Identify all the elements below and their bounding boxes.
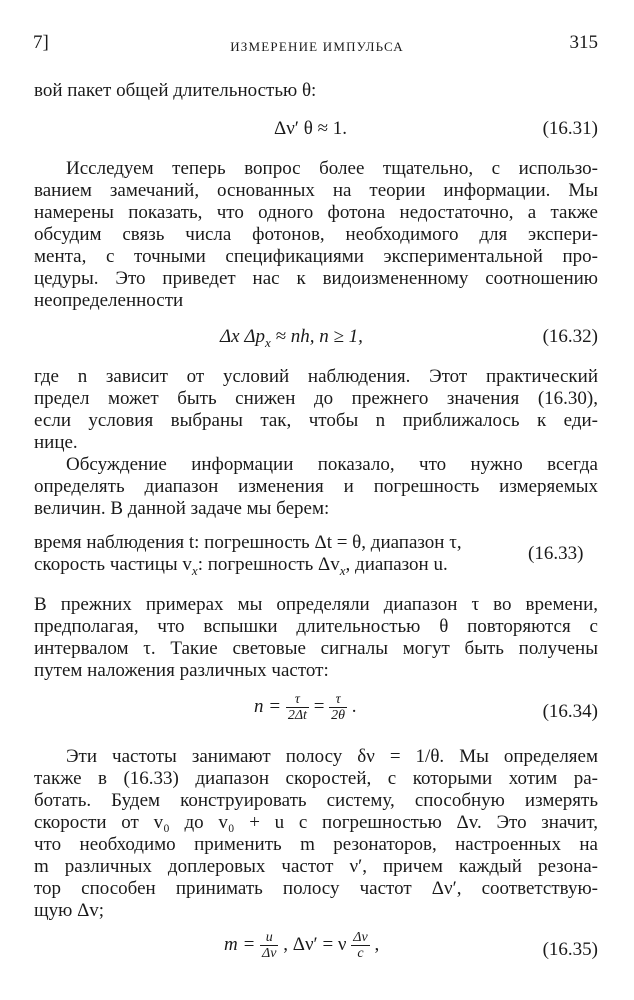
text-line: неопределенности: [34, 290, 184, 311]
equation-16-35: [0, 930, 634, 974]
text-line: Обсуждение информации показало, что нужно всегда: [66, 454, 598, 475]
equation-line-1: время наблюдения t: погрешность Δt = θ, диапазон τ,: [34, 532, 462, 553]
fraction: $\frac{\tau}{2\Delta t}$: [287, 692, 307, 723]
equation-text: : погрешность Δv: [197, 554, 340, 575]
text-line: щую Δv;: [34, 900, 105, 921]
equals-sign: =: [308, 695, 330, 717]
equation-16-34: [0, 692, 634, 732]
equation-text: скорость частицы v: [34, 554, 192, 575]
text-line: определять диапазон изменения и погрешность измеряемых: [34, 476, 598, 497]
text-line: Эти частоты занимают полосу δν = 1/θ. Мы определяем: [66, 746, 598, 767]
chapter-number: 7]: [33, 32, 49, 53]
equation-text: , диапазон u.: [345, 554, 448, 575]
text-line: также в (16.33) диапазон скоростей, с которыми хотим ра-: [34, 768, 598, 789]
equation-body: Δν′ θ ≈ 1.: [274, 118, 347, 139]
text-line: если условия выбраны так, чтобы n приближалось к еди-: [34, 410, 598, 431]
equation-number: (16.34): [542, 701, 598, 722]
text-line: ванием замечаний, основанных на теории информации. Мы: [34, 180, 598, 201]
text-line: предел может быть снижен до прежнего значения (16.30),: [34, 388, 598, 409]
equation-lhs: Δx Δp: [220, 326, 265, 347]
fraction: $\frac{\Delta v}{c}$: [353, 930, 368, 961]
fraction: $\frac{u}{\Delta v}$: [262, 930, 277, 961]
paragraph-1: [34, 158, 598, 312]
paragraph-2: [34, 366, 598, 454]
page-number: 315: [569, 32, 598, 53]
equation-lhs: n =: [254, 695, 286, 717]
paragraph-3: [34, 454, 598, 520]
text-line: обсудим связь числа фотонов, необходимого для экспери-: [34, 224, 598, 245]
text-line: намерены показать, что одного фотона недостаточно, а также: [34, 202, 598, 223]
equation-middle: , Δν′ = ν: [278, 933, 352, 955]
text-line: вой пакет общей длительностью θ:: [34, 80, 317, 101]
equation-16-33: [34, 532, 634, 582]
equation-subscript: x: [265, 334, 271, 350]
text-line: предполагая, что вспышки длительностью θ повторяются с: [34, 616, 598, 637]
text-line: В прежних примерах мы определяли диапазон τ во времени,: [34, 594, 598, 615]
text-line: мента, с точными спецификациями экспериментальной про-: [34, 246, 598, 267]
equation-rhs: ≈ nh, n ≥ 1,: [270, 326, 363, 347]
text-line: Исследуем теперь вопрос более тщательно, с использо-: [66, 158, 598, 179]
running-title: ИЗМЕРЕНИЕ ИМПУЛЬСА: [230, 39, 404, 54]
text-line: что необходимо применить m резонаторов, настроенных на: [34, 834, 598, 855]
equation-subscript: x: [191, 562, 198, 578]
paragraph-5: [34, 746, 598, 922]
text-line: тор способен принимать полосу частот Δν′, соответствую-: [34, 878, 598, 899]
fraction: $\frac{\tau}{2\theta}$: [331, 692, 346, 723]
text-line: нице.: [34, 432, 78, 453]
text-line: где n зависит от условий наблюдения. Этот практический: [34, 366, 598, 387]
punctuation: ,: [369, 933, 380, 955]
equation-16-31: [0, 118, 634, 148]
paragraph-4: [34, 594, 598, 682]
equation-subscript: x: [339, 562, 346, 578]
equation-number: (16.31): [542, 118, 598, 139]
equation-number: (16.32): [542, 326, 598, 347]
text-line: m различных доплеровых частот ν′, причем каждый резона-: [34, 856, 598, 877]
punctuation: .: [347, 695, 357, 717]
text-line: путем наложения различных частот:: [34, 660, 329, 681]
text-line: скорости от v₀ до v₀ + u с погрешностью Δv. Это значит,: [34, 812, 598, 833]
text-line: величин. В данной задаче мы берем:: [34, 498, 330, 519]
equation-16-32: [0, 326, 634, 356]
text-line: ботать. Будем конструировать систему, способную измерять: [34, 790, 598, 811]
equation-lhs: m =: [224, 933, 261, 955]
equation-number: (16.33): [528, 543, 584, 564]
text-line: цедуры. Это приведет нас к видоизмененному соотношению: [34, 268, 598, 289]
equation-number: (16.35): [542, 939, 598, 960]
text-line: интервалом τ. Такие световые сигналы могут быть получены: [34, 638, 598, 659]
paragraph-0: [34, 80, 598, 102]
